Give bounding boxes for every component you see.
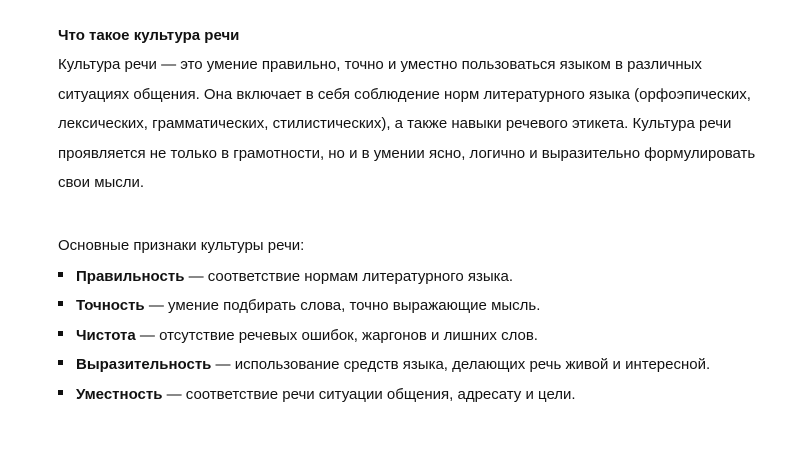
definition-paragraph: Культура речи — это умение правильно, точно и уместно пользоваться языком в различных ситуациях общения. Она включает в себя соблюдение норм литературного языка (орфоэпических, лексических, грамматических, стилистических), а также навыки речевого этикета. Культура речи проявляется не только в грамотности, но и в умении ясно, логично и выразительно формулировать свои мысли. [58, 56, 756, 191]
list-item [58, 380, 758, 410]
item-description: — соответствие речи ситуации общения, адресату и цели. [162, 385, 576, 403]
list-item [58, 350, 758, 380]
item-description: — соответствие нормам литературного языка. [184, 267, 514, 285]
item-term: Уместность [76, 385, 163, 403]
item-description: — отсутствие речевых ошибок, жаргонов и лишних слов. [135, 326, 538, 344]
item-term: Чистота [76, 326, 136, 344]
list-item [58, 262, 758, 292]
item-description: — использование средств языка, делающих речь живой и интересной. [211, 356, 711, 373]
square-bullet-icon [58, 301, 63, 306]
document-body [58, 26, 758, 409]
square-bullet-icon [58, 331, 63, 336]
item-term: Правильность [76, 267, 185, 285]
square-bullet-icon [58, 272, 63, 277]
list-intro: Основные признаки культуры речи: [58, 236, 305, 254]
item-term: Выразительность [76, 356, 212, 373]
section-heading: Что такое культура речи [58, 27, 240, 44]
item-term: Точность [76, 297, 145, 314]
features-list [58, 262, 758, 410]
list-item [58, 321, 758, 351]
item-description: — умение подбирать слова, точно выражающие мысль. [144, 297, 541, 314]
square-bullet-icon [58, 360, 63, 365]
square-bullet-icon [58, 390, 63, 395]
list-item [58, 291, 758, 321]
